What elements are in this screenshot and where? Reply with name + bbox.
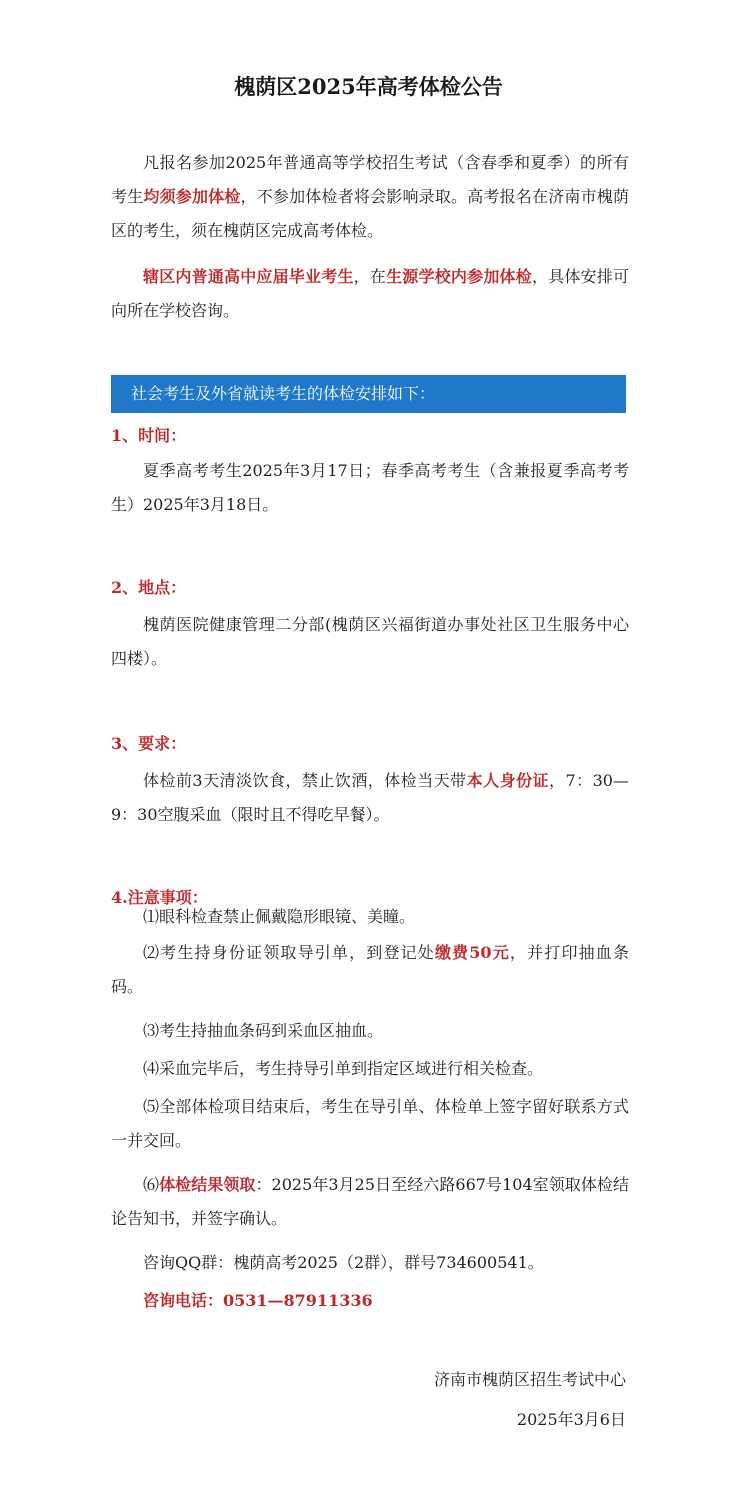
- note-text-part: ，并打印抽血条码。: [111, 943, 629, 996]
- note-2: [111, 936, 629, 1004]
- place-text: 槐荫医院健康管理二分部(槐荫区兴福街道办事处社区卫生服务中心四楼）。: [111, 615, 629, 668]
- requirements-heading: 3、要求：: [111, 734, 187, 753]
- intro-paragraph-1: [111, 146, 629, 248]
- signature-org: 济南市槐荫区招生考试中心: [433, 1370, 626, 1389]
- intro-text: ，在: [353, 267, 387, 286]
- page-title: 槐荫区2025年高考体检公告: [234, 74, 503, 99]
- note-4: ⑷采血完毕后，考生持导引单到指定区域进行相关检查。: [143, 1059, 544, 1078]
- requirements-text-part: 体检前3天清淡饮食，禁止饮酒，体检当天带: [143, 771, 467, 790]
- note-6: [111, 1168, 629, 1236]
- phone-number: 咨询电话：0531—87911336: [143, 1291, 373, 1310]
- phone-line: [111, 1284, 629, 1318]
- intro-text: ，不参加体检者将会影响录取。高考报名在济南市槐荫区的考生，须在槐荫区完成高考体检。: [111, 187, 629, 240]
- highlight-results: 体检结果领取: [159, 1175, 256, 1194]
- highlight-fee: 缴费50元: [434, 943, 510, 962]
- time-heading: 1、时间：: [111, 426, 187, 445]
- note-text-part: ⑹: [143, 1175, 160, 1194]
- note-1: ⑴眼科检查禁止佩戴隐形眼镜、美瞳。: [143, 907, 416, 926]
- highlight-id-card: 本人身份证: [466, 771, 550, 790]
- intro-paragraph-2: [111, 260, 629, 328]
- time-text: 夏季高考考生2025年3月17日；春季高考考生（含兼报夏季高考考生）2025年3月18日。: [111, 461, 629, 514]
- requirements-text: [111, 764, 629, 832]
- intro-text: 凡报名参加2025年普通高等学校招生考试（含春季和夏季）的所有考生: [111, 153, 629, 206]
- section-banner: 社会考生及外省就读考生的体检安排如下：: [111, 375, 626, 413]
- intro-text: ，具体安排可向所在学校咨询。: [111, 267, 629, 320]
- notes-heading: 4.注意事项：: [111, 888, 208, 907]
- note-5: ⑸全部体检项目结束后，考生在导引单、体检单上签字留好联系方式一并交回。: [111, 1097, 629, 1150]
- signature-date: 2025年3月6日: [516, 1410, 626, 1429]
- highlight-must-attend: 均须参加体检: [143, 187, 241, 206]
- highlight-graduates: 辖区内普通高中应届毕业考生: [143, 267, 354, 286]
- note-text-part: ：2025年3月25日至经六路667号104室领取体检结论告知书，并签字确认。: [111, 1175, 629, 1228]
- highlight-school: 生源学校内参加体检: [386, 267, 532, 286]
- note-3: ⑶考生持抽血条码到采血区抽血。: [143, 1021, 384, 1040]
- requirements-text-part: ，7：30—9：30空腹采血（限时且不得吃早餐）。: [111, 771, 629, 824]
- note-text-part: ⑵考生持身份证领取导引单，到登记处: [143, 943, 435, 962]
- qq-group: 咨询QQ群：槐荫高考2025（2群），群号734600541。: [143, 1253, 544, 1272]
- place-heading: 2、地点：: [111, 578, 187, 597]
